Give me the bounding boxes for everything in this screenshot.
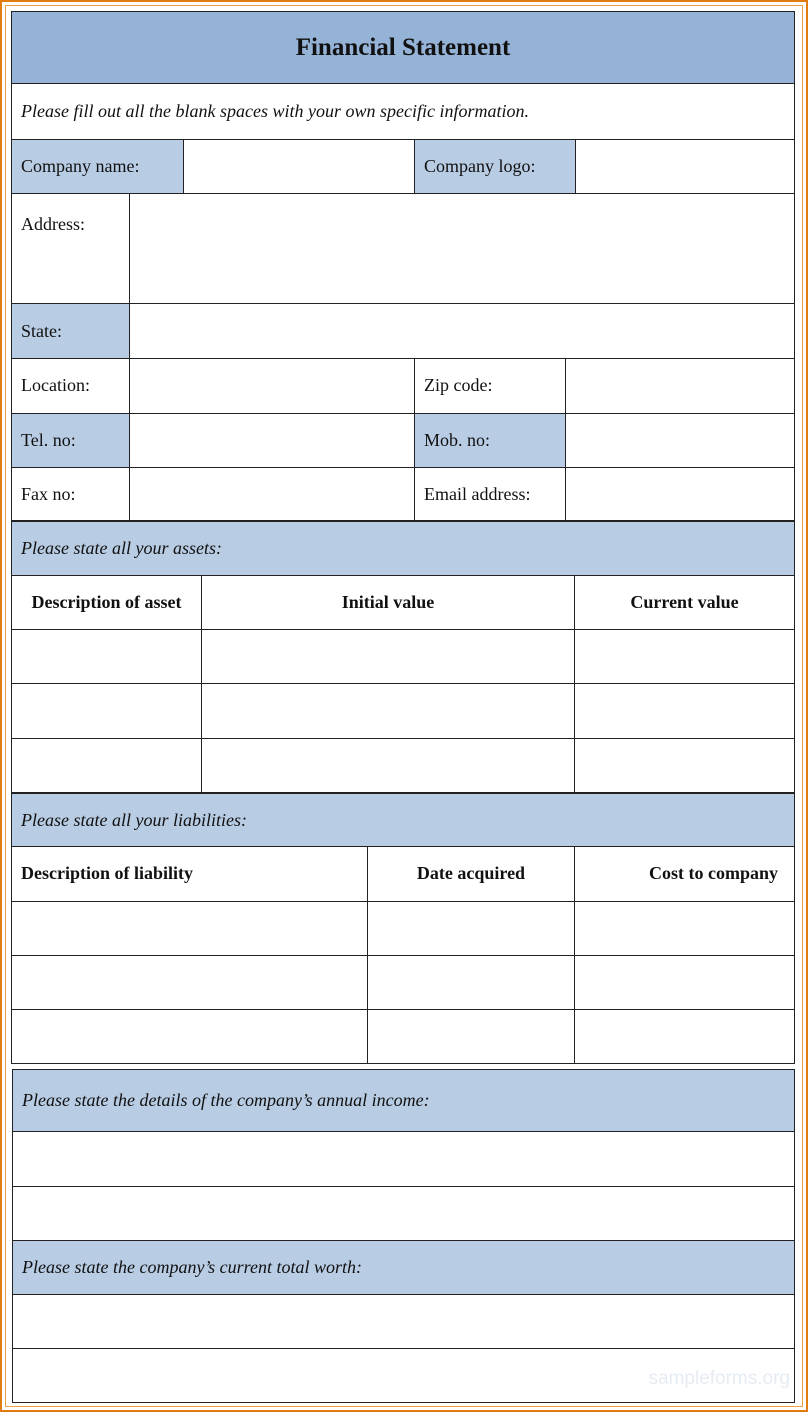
total-worth-prompt: Please state the company’s current total worth: (13, 1241, 794, 1294)
instruction-text: Please fill out all the blank spaces with your own specific information. (21, 101, 529, 121)
company-name-field[interactable] (184, 140, 414, 193)
email-field[interactable] (566, 468, 794, 520)
tel-no-field[interactable] (130, 414, 414, 467)
state-label: State: (12, 304, 129, 358)
liabilities-col-date-acquired: Date acquired (416, 863, 526, 883)
state-field[interactable] (130, 304, 794, 358)
income-worth-block (12, 1069, 795, 1403)
table-row[interactable] (12, 956, 794, 1009)
total-worth-row[interactable] (13, 1295, 794, 1348)
assets-prompt: Please state all your assets: (12, 522, 794, 575)
assets-col-initial-value: Initial value (341, 592, 435, 612)
zip-code-label: Zip code: (424, 375, 493, 395)
assets-col-description: Description of asset (31, 592, 182, 612)
liabilities-col-description: Description of liability (21, 863, 193, 883)
fax-no-field[interactable] (130, 468, 414, 520)
company-logo-label: Company logo: (415, 140, 575, 193)
table-row[interactable] (12, 902, 794, 955)
liabilities-block (11, 793, 795, 1064)
assets-block (11, 521, 795, 793)
details-block (11, 11, 795, 521)
address-label: Address: (21, 214, 85, 234)
company-logo-field[interactable] (576, 140, 794, 193)
assets-col-current-value: Current value (630, 592, 739, 612)
address-field[interactable] (130, 194, 794, 303)
table-row[interactable] (12, 684, 794, 737)
table-row[interactable] (12, 630, 794, 683)
mob-no-label: Mob. no: (415, 414, 565, 467)
zip-code-field[interactable] (566, 359, 794, 412)
mob-no-field[interactable] (566, 414, 794, 467)
watermark-text: sampleforms.org (648, 1368, 790, 1389)
location-field[interactable] (130, 359, 414, 412)
email-label: Email address: (424, 483, 531, 504)
table-row[interactable] (12, 739, 794, 792)
tel-no-label: Tel. no: (12, 414, 129, 467)
liabilities-col-cost: Cost to company (649, 863, 778, 883)
annual-income-row[interactable] (13, 1187, 794, 1240)
liabilities-prompt: Please state all your liabilities: (12, 794, 794, 846)
location-label: Location: (21, 375, 90, 395)
annual-income-row[interactable] (13, 1132, 794, 1185)
table-row[interactable] (12, 1010, 794, 1063)
company-name-label: Company name: (12, 140, 183, 193)
page-title: Financial Statement (12, 12, 794, 83)
fax-no-label: Fax no: (21, 483, 76, 504)
annual-income-prompt: Please state the details of the company’s annual income: (13, 1070, 794, 1131)
